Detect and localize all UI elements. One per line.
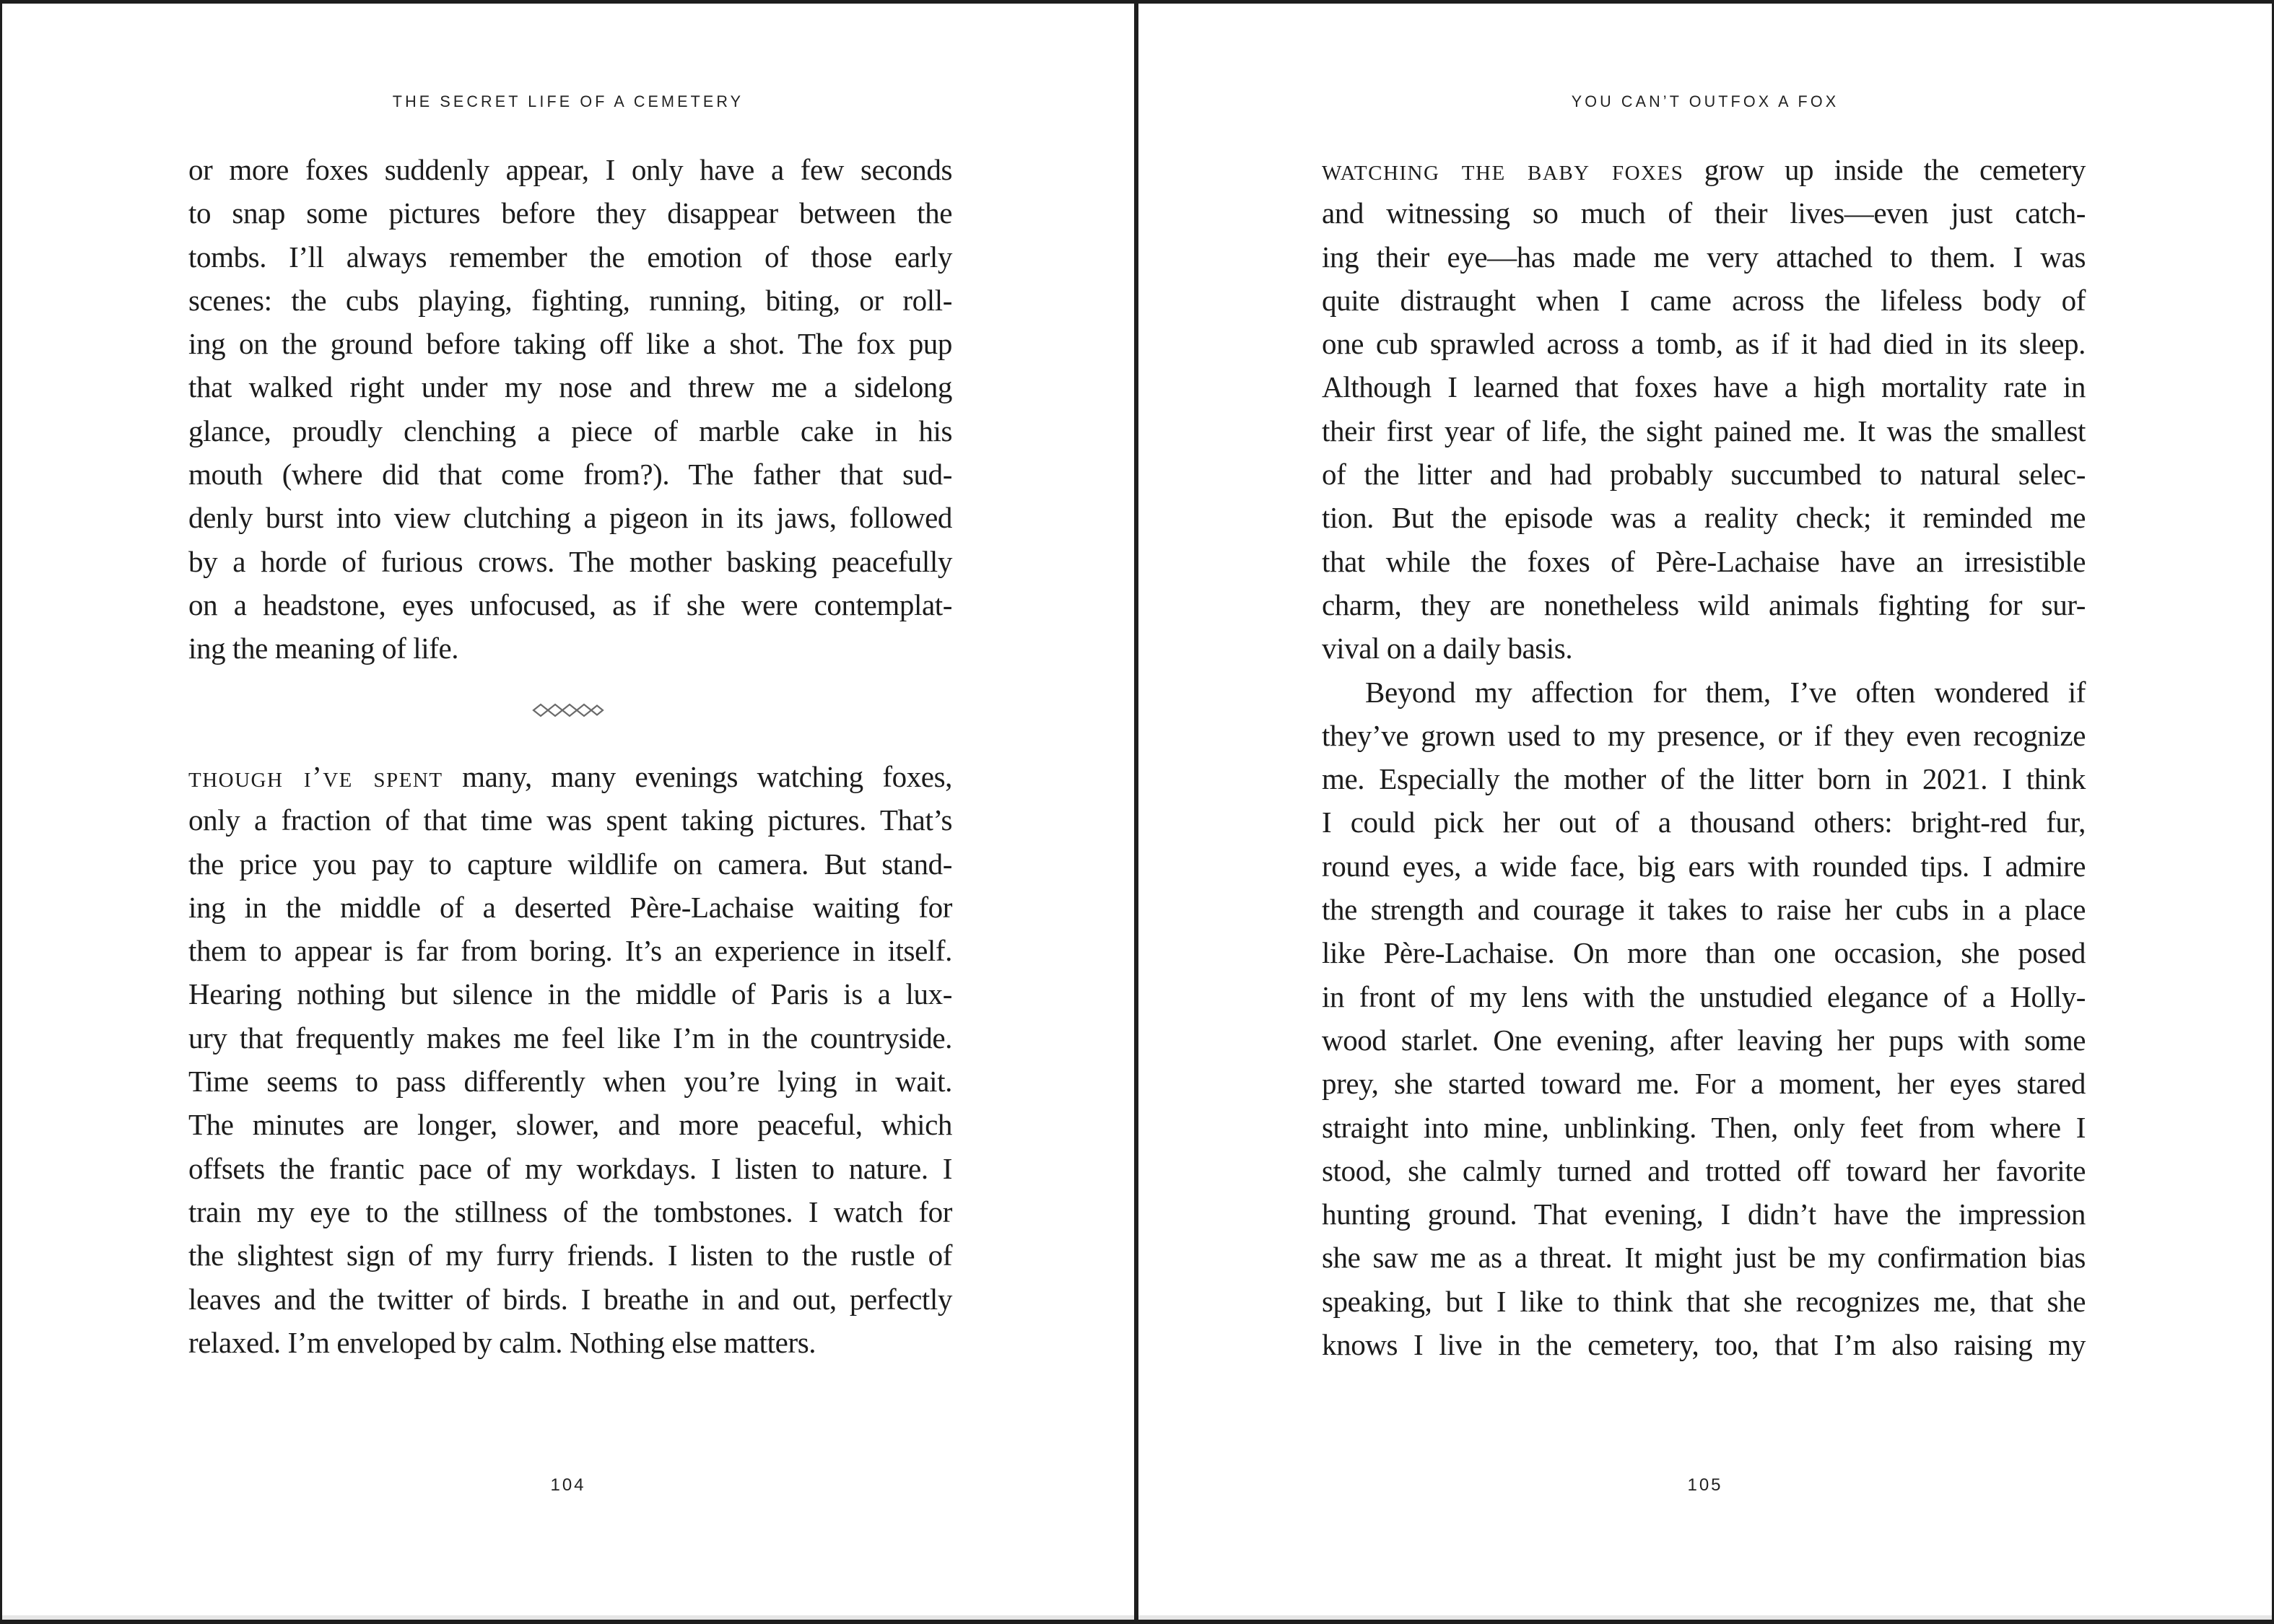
- text-line: they’ve grown used to my presence, or if they even recognize: [1322, 718, 2086, 752]
- text-line: hunting ground. That evening, I didn’t have the impression: [1322, 1197, 2086, 1231]
- text-run: many, many evenings watching foxes,: [443, 760, 952, 793]
- text-line: the slightest sign of my furry friends. I listen to the rustle of: [188, 1239, 952, 1272]
- text-line: and witnessing so much of their lives—even just catch-: [1322, 196, 2086, 230]
- text-line: straight into mine, unblinking. Then, only feet from where I: [1322, 1110, 2086, 1144]
- text-line: Beyond my affection for them, I’ve often wondered if: [1365, 675, 2086, 709]
- running-head-right: YOU CAN’T OUTFOX A FOX: [1571, 92, 1839, 110]
- text-line: by a horde of furious crows. The mother basking peacefully: [188, 544, 952, 578]
- left-section-1: [188, 148, 952, 671]
- text-line: of the litter and had probably succumbed to natural selec-: [1322, 458, 2086, 492]
- page-number-left: 104: [550, 1475, 586, 1495]
- text-line: I could pick her out of a thousand others: bright-red fur,: [1322, 806, 2086, 839]
- text-line: glance, proudly clenching a piece of marble cake in his: [188, 414, 952, 448]
- text-line: vival on a daily basis.: [1322, 632, 1573, 665]
- text-line: or more foxes suddenly appear, I only have a few seconds: [188, 153, 952, 186]
- text-line: [1322, 148, 2086, 191]
- text-line: only a fraction of that time was spent taking pictures. That’s: [188, 803, 952, 837]
- text-line: like Père-Lachaise. On more than one occasion, she posed: [1322, 936, 2086, 970]
- text-line: on a headstone, eyes unfocused, as if she were contemplat-: [188, 588, 952, 621]
- text-line: denly burst into view clutching a pigeon in its jaws, followed: [188, 501, 952, 535]
- text-line: to snap some pictures before they disappear between the: [188, 196, 952, 230]
- text-line: [188, 755, 952, 798]
- text-line: The minutes are longer, slower, and more peaceful, which: [188, 1108, 952, 1142]
- right-paragraph-1: [1322, 191, 2086, 670]
- text-line: ing their eye—has made me very attached to them. I was: [1322, 240, 2086, 274]
- text-line: that while the foxes of Père-Lachaise have an irresistible: [1322, 544, 2086, 578]
- text-line: wood starlet. One evening, after leaving her pups with some: [1322, 1023, 2086, 1057]
- text-line: ing in the middle of a deserted Père-Lachaise waiting for: [188, 890, 952, 924]
- text-line: that walked right under my nose and threw me a sidelong: [188, 370, 952, 404]
- text-line: ing on the ground before taking off like a shot. The fox pup: [188, 327, 952, 361]
- right-page: [1138, 0, 2272, 1624]
- section-break-ornament: [2, 702, 1134, 723]
- text-line: the strength and courage it takes to raise her cubs in a place: [1322, 893, 2086, 927]
- text-line: their first year of life, the sight pained me. It was the smallest: [1322, 414, 2086, 448]
- text-line: ury that frequently makes me feel like I’m in the countryside.: [188, 1021, 952, 1055]
- text-line: ing the meaning of life.: [188, 632, 459, 665]
- text-line: relaxed. I’m enveloped by calm. Nothing else matters.: [188, 1325, 816, 1359]
- text-line: in front of my lens with the unstudied elegance of a Holly-: [1322, 979, 2086, 1013]
- left-page: [2, 0, 1134, 1624]
- text-line: knows I live in the cemetery, too, that I’m also raising my: [1322, 1328, 2086, 1362]
- text-line: tombs. I’ll always remember the emotion of those early: [188, 240, 952, 274]
- text-line: she saw me as a threat. It might just be my confirmation bias: [1322, 1241, 2086, 1275]
- text-line: charm, they are nonetheless wild animals fighting for sur-: [1322, 588, 2086, 621]
- text-line: stood, she calmly turned and trotted off toward her favorite: [1322, 1153, 2086, 1187]
- text-line: them to appear is far from boring. It’s an experience in itself.: [188, 934, 952, 968]
- text-line: Time seems to pass differently when you’re lying in wait.: [188, 1065, 952, 1099]
- text-line: tion. But the episode was a reality check; it reminded me: [1322, 501, 2086, 535]
- right-body: [1322, 148, 2086, 1366]
- lead-in-small-caps: though i’ve spent: [188, 760, 443, 793]
- text-line: scenes: the cubs playing, fighting, running, biting, or roll-: [188, 283, 952, 317]
- text-line: speaking, but I like to think that she recognizes me, that she: [1322, 1284, 2086, 1318]
- text-line: quite distraught when I came across the lifeless body of: [1322, 283, 2086, 317]
- text-line: mouth (where did that come from?). The father that sud-: [188, 458, 952, 492]
- text-line: round eyes, a wide face, big ears with rounded tips. I admire: [1322, 849, 2086, 883]
- left-section-2-lines: [188, 798, 952, 1364]
- text-line: the price you pay to capture wildlife on camera. But stand-: [188, 847, 952, 881]
- diamond-ornament-icon: [532, 702, 604, 719]
- text-line: offsets the frantic pace of my workdays. I listen to nature. I: [188, 1151, 952, 1185]
- page-number-right: 105: [1687, 1475, 1723, 1495]
- text-line: train my eye to the stillness of the tombstones. I watch for: [188, 1195, 952, 1228]
- right-paragraph-2: [1322, 671, 2086, 1367]
- text-line: me. Especially the mother of the litter born in 2021. I think: [1322, 762, 2086, 796]
- running-head-left: THE SECRET LIFE OF A CEMETERY: [392, 92, 744, 110]
- text-line: Hearing nothing but silence in the middle of Paris is a lux-: [188, 977, 952, 1011]
- text-line: one cub sprawled across a tomb, as if it had died in its sleep.: [1322, 327, 2086, 361]
- text-line: leaves and the twitter of birds. I breathe in and out, perfectly: [188, 1282, 952, 1316]
- left-section-2: [188, 755, 952, 1364]
- text-run: grow up inside the cemetery: [1683, 153, 2086, 186]
- lead-in-small-caps: watching the baby foxes: [1322, 153, 1684, 186]
- text-line: Although I learned that foxes have a high mortality rate in: [1322, 370, 2086, 404]
- text-line: prey, she started toward me. For a moment, her eyes stared: [1322, 1067, 2086, 1101]
